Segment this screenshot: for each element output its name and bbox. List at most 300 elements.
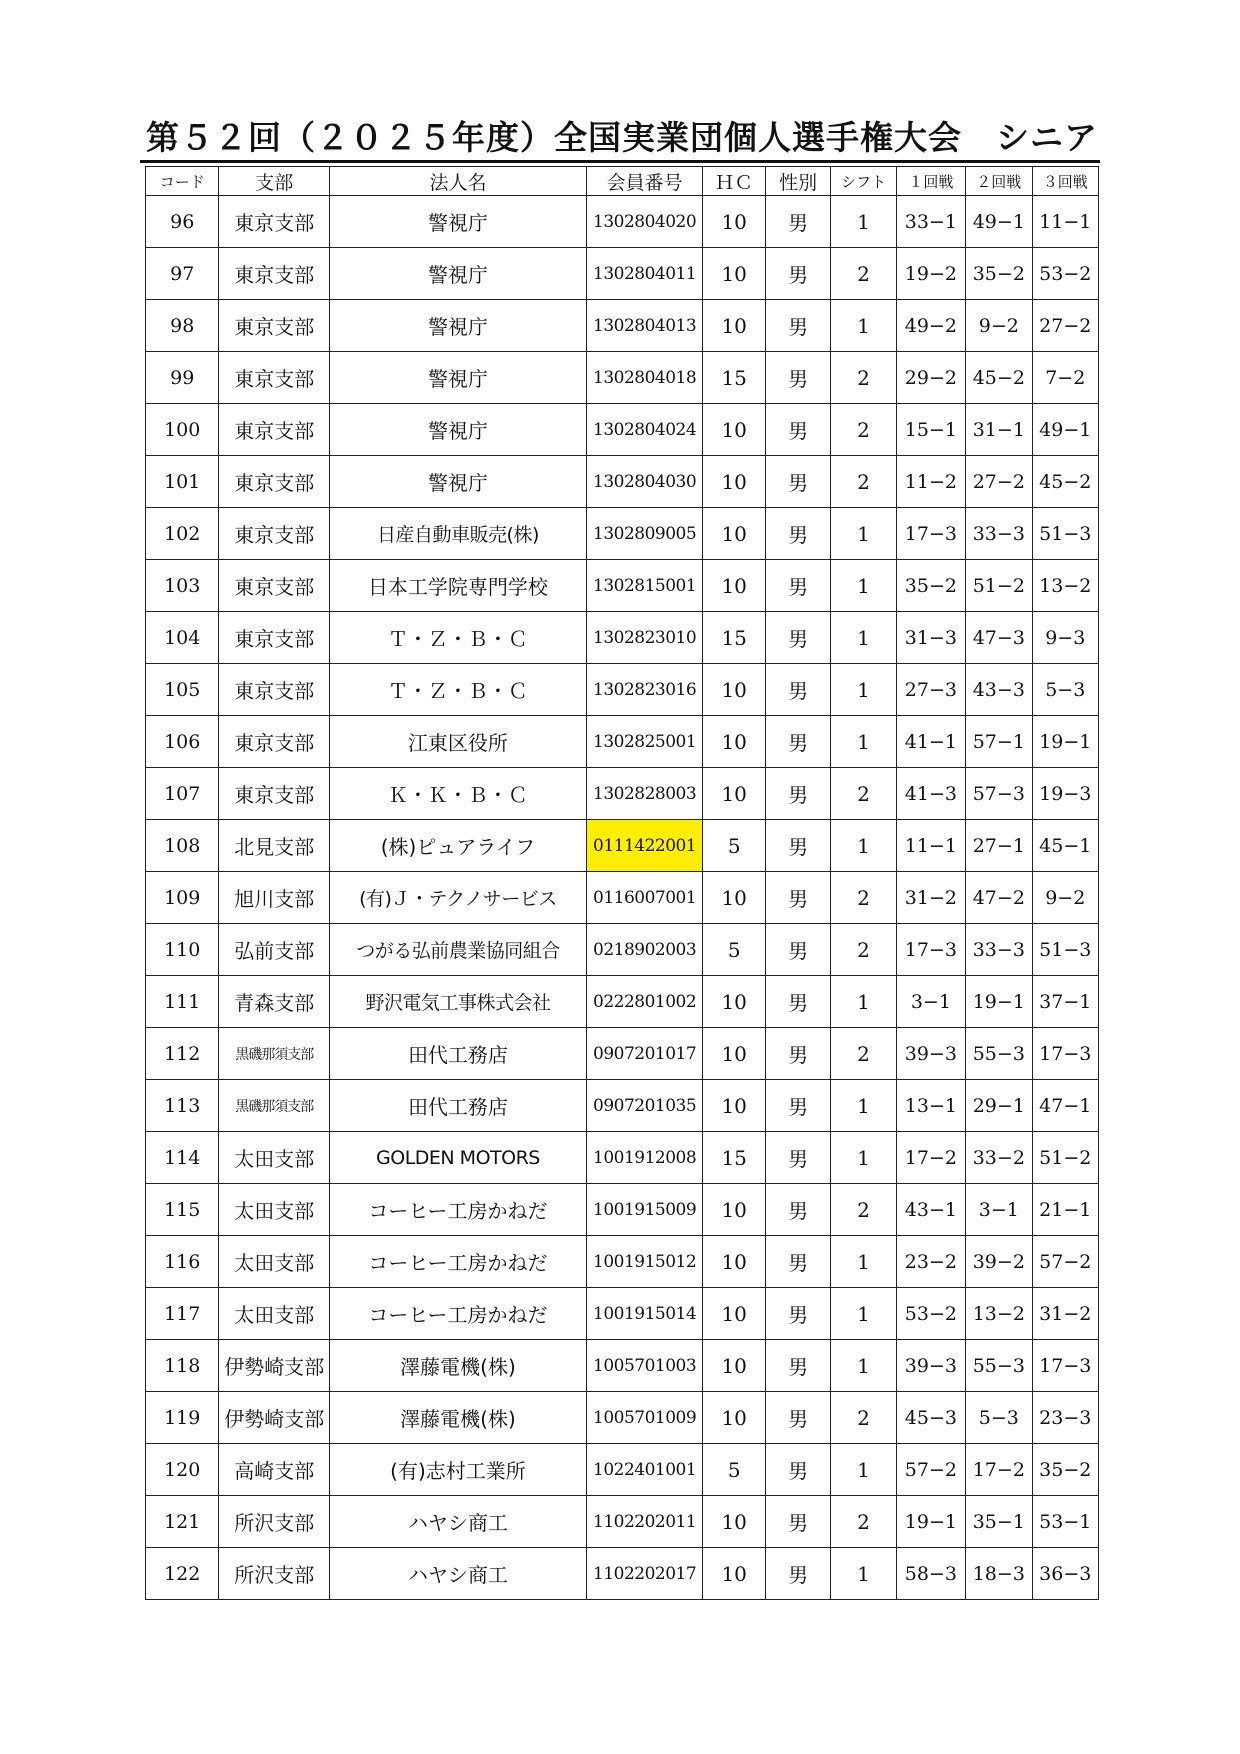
- member-number-cell: 1302823016: [586, 664, 703, 716]
- shift-cell: 1: [831, 612, 896, 664]
- code-cell: 100: [146, 404, 219, 456]
- member-number-cell: 1022401001: [586, 1444, 703, 1496]
- round1-cell: 17−3: [896, 924, 965, 976]
- branch-cell: 東京支部: [219, 300, 330, 352]
- branch-cell: 黒磯那須支部: [219, 1080, 330, 1132]
- shift-cell: 1: [831, 976, 896, 1028]
- branch-cell: 伊勢崎支部: [219, 1340, 330, 1392]
- sex-cell: 男: [765, 508, 830, 560]
- hc-cell: 10: [703, 976, 765, 1028]
- table-row: [146, 716, 1099, 768]
- round1-cell: 29−2: [896, 352, 965, 404]
- branch-cell: 太田支部: [219, 1184, 330, 1236]
- member-number-cell: 1102202011: [586, 1496, 703, 1548]
- branch-cell: 北見支部: [219, 820, 330, 872]
- member-number-cell: 1302804030: [586, 456, 703, 508]
- branch-cell: 東京支部: [219, 404, 330, 456]
- round2-cell: 45−2: [966, 352, 1032, 404]
- table-row: [146, 508, 1099, 560]
- member-number-cell: 0907201035: [586, 1080, 703, 1132]
- member-number-cell: 1302804013: [586, 300, 703, 352]
- sex-cell: 男: [765, 352, 830, 404]
- hc-cell: 10: [703, 716, 765, 768]
- round2-cell: 35−2: [966, 248, 1032, 300]
- table-row: [146, 300, 1099, 352]
- corp-cell: (有)志村工業所: [330, 1444, 587, 1496]
- table-row: [146, 352, 1099, 404]
- corp-cell: 警視庁: [330, 404, 587, 456]
- table-row: [146, 404, 1099, 456]
- round3-cell: 11−1: [1032, 196, 1098, 248]
- table-row: [146, 560, 1099, 612]
- page-title: 第５２回（２０２５年度）全国実業団個人選手権大会 シニア: [0, 116, 1240, 163]
- corp-cell: コーヒー工房かねだ: [330, 1236, 587, 1288]
- member-number-cell: 0907201017: [586, 1028, 703, 1080]
- shift-cell: 2: [831, 404, 896, 456]
- shift-cell: 2: [831, 1392, 896, 1444]
- sex-cell: 男: [765, 1080, 830, 1132]
- code-cell: 108: [146, 820, 219, 872]
- hc-cell: 5: [703, 924, 765, 976]
- round3-cell: 9−3: [1032, 612, 1098, 664]
- branch-cell: 伊勢崎支部: [219, 1392, 330, 1444]
- hc-cell: 10: [703, 248, 765, 300]
- round2-cell: 55−3: [966, 1028, 1032, 1080]
- table-row: [146, 924, 1099, 976]
- round2-cell: 43−3: [966, 664, 1032, 716]
- code-cell: 97: [146, 248, 219, 300]
- hc-cell: 5: [703, 820, 765, 872]
- member-number-cell: 1302828003: [586, 768, 703, 820]
- corp-cell: 警視庁: [330, 352, 587, 404]
- hc-cell: 15: [703, 1132, 765, 1184]
- branch-cell: 旭川支部: [219, 872, 330, 924]
- sex-cell: 男: [765, 664, 830, 716]
- branch-cell: 弘前支部: [219, 924, 330, 976]
- corp-cell: つがる弘前農業協同組合: [330, 924, 587, 976]
- hc-cell: 10: [703, 1340, 765, 1392]
- header-shift: シフト: [831, 167, 896, 196]
- shift-cell: 1: [831, 300, 896, 352]
- code-cell: 99: [146, 352, 219, 404]
- round2-cell: 3−1: [966, 1184, 1032, 1236]
- branch-cell: 東京支部: [219, 352, 330, 404]
- sex-cell: 男: [765, 1444, 830, 1496]
- entry-table: [145, 166, 1099, 1600]
- branch-cell: 東京支部: [219, 508, 330, 560]
- round2-cell: 31−1: [966, 404, 1032, 456]
- round2-cell: 9−2: [966, 300, 1032, 352]
- branch-cell: 東京支部: [219, 560, 330, 612]
- round1-cell: 35−2: [896, 560, 965, 612]
- member-number-cell: 1302804011: [586, 248, 703, 300]
- hc-cell: 10: [703, 1236, 765, 1288]
- code-cell: 118: [146, 1340, 219, 1392]
- table-row: [146, 1184, 1099, 1236]
- branch-cell: 東京支部: [219, 456, 330, 508]
- sex-cell: 男: [765, 612, 830, 664]
- round3-cell: 7−2: [1032, 352, 1098, 404]
- round1-cell: 3−1: [896, 976, 965, 1028]
- round1-cell: 39−3: [896, 1340, 965, 1392]
- code-cell: 107: [146, 768, 219, 820]
- branch-cell: 高崎支部: [219, 1444, 330, 1496]
- round3-cell: 45−1: [1032, 820, 1098, 872]
- branch-cell: 所沢支部: [219, 1548, 330, 1600]
- corp-cell: (有)Ｊ・テクノサービス: [330, 872, 587, 924]
- table-row: [146, 664, 1099, 716]
- hc-cell: 10: [703, 1184, 765, 1236]
- branch-cell: 東京支部: [219, 768, 330, 820]
- table-row: [146, 612, 1099, 664]
- shift-cell: 2: [831, 456, 896, 508]
- round3-cell: 31−2: [1032, 1288, 1098, 1340]
- member-number-cell: 1001915009: [586, 1184, 703, 1236]
- round1-cell: 53−2: [896, 1288, 965, 1340]
- round2-cell: 27−2: [966, 456, 1032, 508]
- round3-cell: 51−2: [1032, 1132, 1098, 1184]
- sex-cell: 男: [765, 560, 830, 612]
- hc-cell: 5: [703, 1444, 765, 1496]
- shift-cell: 2: [831, 248, 896, 300]
- code-cell: 120: [146, 1444, 219, 1496]
- round3-cell: 13−2: [1032, 560, 1098, 612]
- sex-cell: 男: [765, 1340, 830, 1392]
- shift-cell: 2: [831, 1496, 896, 1548]
- code-cell: 114: [146, 1132, 219, 1184]
- member-number-cell: 1001912008: [586, 1132, 703, 1184]
- code-cell: 113: [146, 1080, 219, 1132]
- round2-cell: 57−3: [966, 768, 1032, 820]
- corp-cell: 日本工学院専門学校: [330, 560, 587, 612]
- round1-cell: 27−3: [896, 664, 965, 716]
- hc-cell: 10: [703, 872, 765, 924]
- sex-cell: 男: [765, 1184, 830, 1236]
- round3-cell: 23−3: [1032, 1392, 1098, 1444]
- hc-cell: 10: [703, 404, 765, 456]
- shift-cell: 2: [831, 1028, 896, 1080]
- round3-cell: 37−1: [1032, 976, 1098, 1028]
- round1-cell: 15−1: [896, 404, 965, 456]
- round3-cell: 53−1: [1032, 1496, 1098, 1548]
- round1-cell: 23−2: [896, 1236, 965, 1288]
- member-number-cell: 1102202017: [586, 1548, 703, 1600]
- code-cell: 104: [146, 612, 219, 664]
- branch-cell: 太田支部: [219, 1288, 330, 1340]
- corp-cell: ハヤシ商工: [330, 1496, 587, 1548]
- table-row: [146, 1548, 1099, 1600]
- header-sex: 性別: [765, 167, 830, 196]
- round1-cell: 45−3: [896, 1392, 965, 1444]
- shift-cell: 1: [831, 1132, 896, 1184]
- round2-cell: 13−2: [966, 1288, 1032, 1340]
- header-corp: 法人名: [330, 167, 587, 196]
- table-row: [146, 1080, 1099, 1132]
- code-cell: 98: [146, 300, 219, 352]
- corp-cell: コーヒー工房かねだ: [330, 1288, 587, 1340]
- round3-cell: 36−3: [1032, 1548, 1098, 1600]
- hc-cell: 10: [703, 300, 765, 352]
- round1-cell: 41−1: [896, 716, 965, 768]
- table-row: [146, 248, 1099, 300]
- member-number-cell: 1302804020: [586, 196, 703, 248]
- round3-cell: 53−2: [1032, 248, 1098, 300]
- shift-cell: 2: [831, 352, 896, 404]
- round3-cell: 17−3: [1032, 1028, 1098, 1080]
- round1-cell: 33−1: [896, 196, 965, 248]
- round2-cell: 33−3: [966, 924, 1032, 976]
- sex-cell: 男: [765, 716, 830, 768]
- round3-cell: 9−2: [1032, 872, 1098, 924]
- hc-cell: 15: [703, 352, 765, 404]
- table-row: [146, 768, 1099, 820]
- shift-cell: 1: [831, 1548, 896, 1600]
- round1-cell: 17−2: [896, 1132, 965, 1184]
- round3-cell: 57−2: [1032, 1236, 1098, 1288]
- round2-cell: 49−1: [966, 196, 1032, 248]
- hc-cell: 15: [703, 612, 765, 664]
- member-number-cell: 1001915014: [586, 1288, 703, 1340]
- sex-cell: 男: [765, 1236, 830, 1288]
- branch-cell: 太田支部: [219, 1132, 330, 1184]
- shift-cell: 1: [831, 1288, 896, 1340]
- round2-cell: 39−2: [966, 1236, 1032, 1288]
- corp-cell: Ｔ・Ｚ・Ｂ・Ｃ: [330, 664, 587, 716]
- corp-cell: 澤藤電機(株): [330, 1392, 587, 1444]
- round1-cell: 19−2: [896, 248, 965, 300]
- code-cell: 101: [146, 456, 219, 508]
- round2-cell: 17−2: [966, 1444, 1032, 1496]
- hc-cell: 10: [703, 560, 765, 612]
- table-row: [146, 1028, 1099, 1080]
- table-row: [146, 1132, 1099, 1184]
- branch-cell: 黒磯那須支部: [219, 1028, 330, 1080]
- round1-cell: 58−3: [896, 1548, 965, 1600]
- hc-cell: 10: [703, 196, 765, 248]
- code-cell: 119: [146, 1392, 219, 1444]
- shift-cell: 1: [831, 560, 896, 612]
- member-number-cell: 0111422001: [586, 820, 703, 872]
- round3-cell: 51−3: [1032, 508, 1098, 560]
- shift-cell: 1: [831, 1340, 896, 1392]
- round1-cell: 17−3: [896, 508, 965, 560]
- header-code: コード: [146, 167, 219, 196]
- round2-cell: 33−2: [966, 1132, 1032, 1184]
- corp-cell: Ｔ・Ｚ・Ｂ・Ｃ: [330, 612, 587, 664]
- shift-cell: 1: [831, 508, 896, 560]
- sex-cell: 男: [765, 456, 830, 508]
- round1-cell: 11−2: [896, 456, 965, 508]
- table-row: [146, 1392, 1099, 1444]
- member-number-cell: 1302825001: [586, 716, 703, 768]
- corp-cell: コーヒー工房かねだ: [330, 1184, 587, 1236]
- round1-cell: 49−2: [896, 300, 965, 352]
- round2-cell: 47−2: [966, 872, 1032, 924]
- round1-cell: 57−2: [896, 1444, 965, 1496]
- shift-cell: 1: [831, 1080, 896, 1132]
- code-cell: 122: [146, 1548, 219, 1600]
- round2-cell: 19−1: [966, 976, 1032, 1028]
- branch-cell: 東京支部: [219, 196, 330, 248]
- round1-cell: 19−1: [896, 1496, 965, 1548]
- sex-cell: 男: [765, 976, 830, 1028]
- code-cell: 111: [146, 976, 219, 1028]
- round2-cell: 5−3: [966, 1392, 1032, 1444]
- round2-cell: 33−3: [966, 508, 1032, 560]
- header-round3: ３回戦: [1032, 167, 1098, 196]
- header-hc: ＨＣ: [703, 167, 765, 196]
- branch-cell: 東京支部: [219, 664, 330, 716]
- round3-cell: 21−1: [1032, 1184, 1098, 1236]
- member-number-cell: 1302823010: [586, 612, 703, 664]
- corp-cell: 野沢電気工事株式会社: [330, 976, 587, 1028]
- sex-cell: 男: [765, 1548, 830, 1600]
- corp-cell: 日産自動車販売(株): [330, 508, 587, 560]
- corp-cell: (株)ピュアライフ: [330, 820, 587, 872]
- branch-cell: 東京支部: [219, 612, 330, 664]
- corp-cell: GOLDEN MOTORS: [330, 1132, 587, 1184]
- member-number-cell: 0218902003: [586, 924, 703, 976]
- round1-cell: 31−2: [896, 872, 965, 924]
- branch-cell: 太田支部: [219, 1236, 330, 1288]
- sex-cell: 男: [765, 1496, 830, 1548]
- hc-cell: 10: [703, 1496, 765, 1548]
- round3-cell: 35−2: [1032, 1444, 1098, 1496]
- table-row: [146, 872, 1099, 924]
- hc-cell: 10: [703, 456, 765, 508]
- hc-cell: 10: [703, 768, 765, 820]
- member-number-cell: 1005701009: [586, 1392, 703, 1444]
- branch-cell: 東京支部: [219, 248, 330, 300]
- round3-cell: 27−2: [1032, 300, 1098, 352]
- sex-cell: 男: [765, 1288, 830, 1340]
- code-cell: 115: [146, 1184, 219, 1236]
- sex-cell: 男: [765, 768, 830, 820]
- round1-cell: 13−1: [896, 1080, 965, 1132]
- round1-cell: 31−3: [896, 612, 965, 664]
- round2-cell: 55−3: [966, 1340, 1032, 1392]
- round2-cell: 27−1: [966, 820, 1032, 872]
- hc-cell: 10: [703, 1080, 765, 1132]
- table-row: [146, 820, 1099, 872]
- table-row: [146, 1444, 1099, 1496]
- table-row: [146, 976, 1099, 1028]
- branch-cell: 青森支部: [219, 976, 330, 1028]
- member-number-cell: 0222801002: [586, 976, 703, 1028]
- shift-cell: 1: [831, 1236, 896, 1288]
- header-member: 会員番号: [586, 167, 703, 196]
- sex-cell: 男: [765, 872, 830, 924]
- hc-cell: 10: [703, 664, 765, 716]
- branch-cell: 所沢支部: [219, 1496, 330, 1548]
- member-number-cell: 1302815001: [586, 560, 703, 612]
- round1-cell: 41−3: [896, 768, 965, 820]
- round2-cell: 35−1: [966, 1496, 1032, 1548]
- code-cell: 110: [146, 924, 219, 976]
- branch-cell: 東京支部: [219, 716, 330, 768]
- corp-cell: 警視庁: [330, 456, 587, 508]
- member-number-cell: 1001915012: [586, 1236, 703, 1288]
- header-branch: 支部: [219, 167, 330, 196]
- code-cell: 106: [146, 716, 219, 768]
- round2-cell: 18−3: [966, 1548, 1032, 1600]
- hc-cell: 10: [703, 508, 765, 560]
- hc-cell: 10: [703, 1288, 765, 1340]
- hc-cell: 10: [703, 1028, 765, 1080]
- round2-cell: 47−3: [966, 612, 1032, 664]
- round3-cell: 19−1: [1032, 716, 1098, 768]
- sex-cell: 男: [765, 196, 830, 248]
- member-number-cell: 0116007001: [586, 872, 703, 924]
- round1-cell: 43−1: [896, 1184, 965, 1236]
- member-number-cell: 1005701003: [586, 1340, 703, 1392]
- shift-cell: 1: [831, 716, 896, 768]
- shift-cell: 1: [831, 196, 896, 248]
- corp-cell: Ｋ・Ｋ・Ｂ・Ｃ: [330, 768, 587, 820]
- sex-cell: 男: [765, 1028, 830, 1080]
- code-cell: 102: [146, 508, 219, 560]
- corp-cell: 田代工務店: [330, 1028, 587, 1080]
- table-row: [146, 1236, 1099, 1288]
- round3-cell: 47−1: [1032, 1080, 1098, 1132]
- round3-cell: 45−2: [1032, 456, 1098, 508]
- shift-cell: 2: [831, 924, 896, 976]
- corp-cell: 警視庁: [330, 248, 587, 300]
- hc-cell: 10: [703, 1392, 765, 1444]
- member-number-cell: 1302809005: [586, 508, 703, 560]
- round3-cell: 5−3: [1032, 664, 1098, 716]
- code-cell: 121: [146, 1496, 219, 1548]
- corp-cell: 警視庁: [330, 196, 587, 248]
- table-row: [146, 456, 1099, 508]
- table-row: [146, 196, 1099, 248]
- round2-cell: 29−1: [966, 1080, 1032, 1132]
- code-cell: 117: [146, 1288, 219, 1340]
- code-cell: 103: [146, 560, 219, 612]
- code-cell: 105: [146, 664, 219, 716]
- member-number-cell: 1302804024: [586, 404, 703, 456]
- member-number-cell: 1302804018: [586, 352, 703, 404]
- round2-cell: 57−1: [966, 716, 1032, 768]
- sex-cell: 男: [765, 820, 830, 872]
- round3-cell: 19−3: [1032, 768, 1098, 820]
- sex-cell: 男: [765, 300, 830, 352]
- header-round2: ２回戦: [966, 167, 1032, 196]
- round1-cell: 11−1: [896, 820, 965, 872]
- shift-cell: 1: [831, 1444, 896, 1496]
- sex-cell: 男: [765, 1132, 830, 1184]
- sex-cell: 男: [765, 1392, 830, 1444]
- table-row: [146, 1288, 1099, 1340]
- corp-cell: ハヤシ商工: [330, 1548, 587, 1600]
- corp-cell: 江東区役所: [330, 716, 587, 768]
- corp-cell: 警視庁: [330, 300, 587, 352]
- shift-cell: 2: [831, 768, 896, 820]
- header-round1: １回戦: [896, 167, 965, 196]
- hc-cell: 10: [703, 1548, 765, 1600]
- shift-cell: 1: [831, 820, 896, 872]
- corp-cell: 澤藤電機(株): [330, 1340, 587, 1392]
- round2-cell: 51−2: [966, 560, 1032, 612]
- table-row: [146, 1340, 1099, 1392]
- code-cell: 112: [146, 1028, 219, 1080]
- code-cell: 96: [146, 196, 219, 248]
- code-cell: 109: [146, 872, 219, 924]
- shift-cell: 2: [831, 1184, 896, 1236]
- corp-cell: 田代工務店: [330, 1080, 587, 1132]
- code-cell: 116: [146, 1236, 219, 1288]
- sex-cell: 男: [765, 404, 830, 456]
